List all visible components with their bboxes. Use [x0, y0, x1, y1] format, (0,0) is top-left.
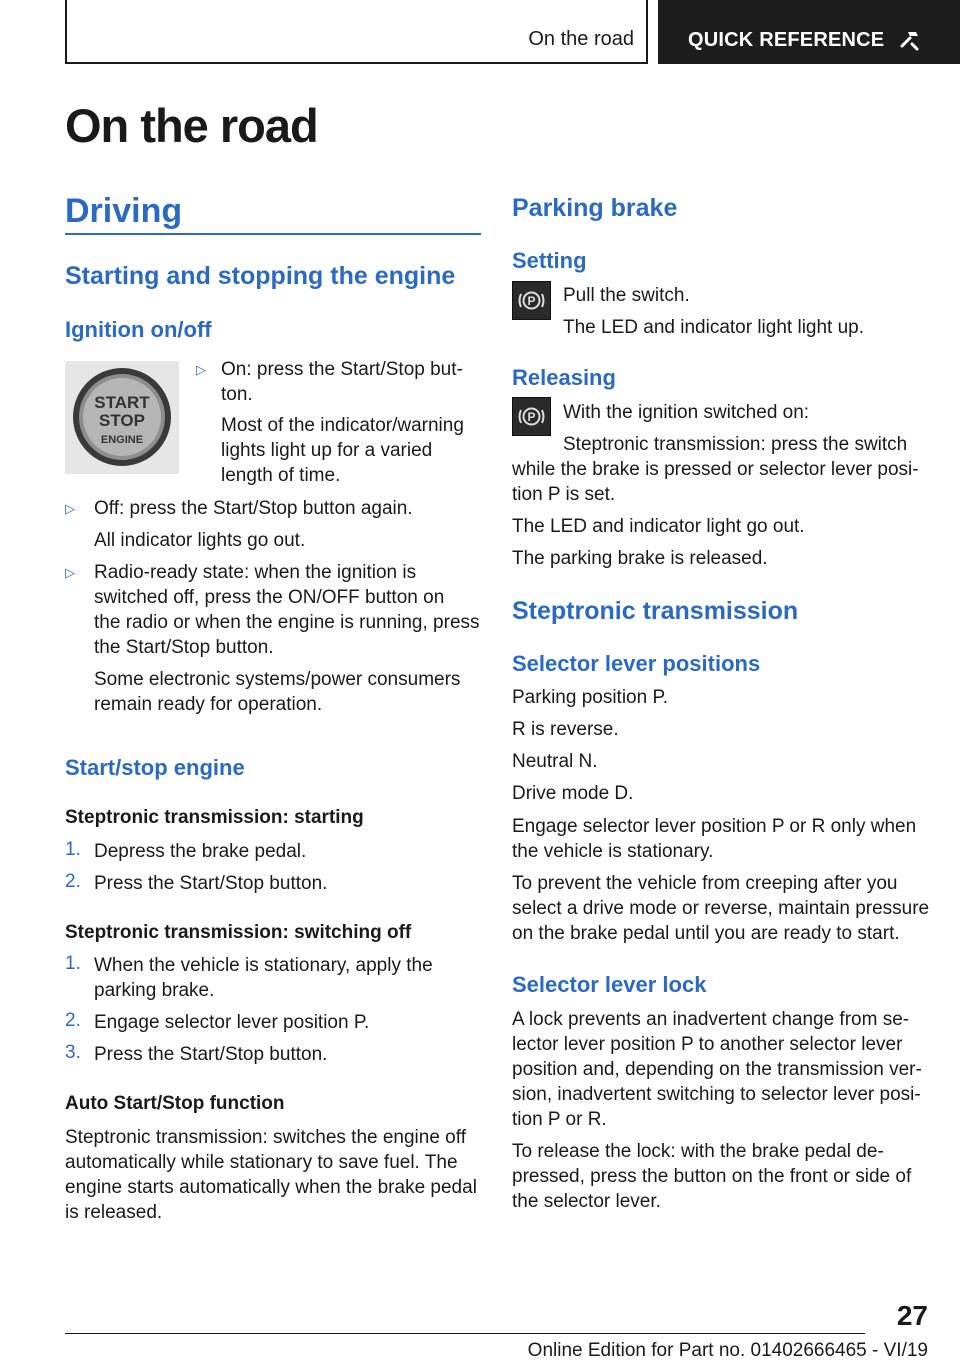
bullet-subtext: All indicator lights go out.	[94, 530, 306, 551]
bullet-text: Radio-ready state: when the ignition is switched off, press the ON/OFF button on the radio or when the engine is running, press the Start/Stop button.	[94, 562, 480, 658]
step-number: 2.	[65, 871, 81, 892]
heading-steptronic: Steptronic transmission	[512, 597, 799, 625]
svg-text:P: P	[527, 294, 536, 308]
start-stop-button-image	[65, 361, 179, 474]
step-text: Engage selector lever position P.	[94, 1012, 370, 1033]
heading-parking-brake: Parking brake	[512, 194, 678, 222]
bullet-text: Off: press the Start/Stop button again.	[94, 498, 413, 519]
step-text: When the vehicle is stationary, apply the parking brake.	[94, 955, 433, 1001]
step-number: 1.	[65, 839, 81, 860]
parking-brake-icon	[512, 281, 551, 320]
position-text: Engage selector lever position P or R only when the vehicle is stationary.	[512, 816, 917, 862]
heading-ignition: Ignition on/off	[65, 317, 212, 342]
heading-start-stop-engine: Start/stop engine	[65, 755, 245, 780]
svg-text:ENGINE: ENGINE	[100, 434, 144, 446]
step-text: Depress the brake pedal.	[94, 841, 307, 862]
heading-selector-lock: Selector lever lock	[512, 972, 707, 997]
wrench-hammer-icon	[896, 26, 924, 54]
svg-text:P: P	[527, 410, 536, 424]
position-text: R is reverse.	[512, 719, 619, 740]
svg-text:STOP: STOP	[99, 411, 145, 430]
bullet-subtext: Most of the indicator/warning lights light up for a varied length of time.	[221, 415, 464, 486]
bullet-marker: ▷	[65, 565, 75, 580]
lock-text: A lock prevents an inadvertent change from se- lector lever position P to another selector lever position and, depending on the transmission ver- sion, inadvertent switching to selector lever posi- tion P or R.	[512, 1009, 922, 1130]
position-text: Neutral N.	[512, 751, 598, 772]
header-section-title: On the road	[528, 28, 634, 50]
heading-releasing: Releasing	[512, 365, 616, 390]
step-text: Press the Start/Stop button.	[94, 873, 328, 894]
quick-reference-label: QUICK REFERENCE	[688, 29, 885, 51]
releasing-text: With the ignition switched on:	[563, 402, 810, 423]
start-stop-button-icon	[65, 361, 179, 474]
auto-start-stop-text: Steptronic transmission: switches the engine off automatically while stationary to save fuel. The engine starts automatically when the brake pedal is released.	[65, 1127, 477, 1223]
step-number: 3.	[65, 1042, 81, 1063]
heading-starting-stopping: Starting and stopping the engine	[65, 262, 456, 290]
position-text: Drive mode D.	[512, 783, 634, 804]
heading-driving: Driving	[65, 192, 183, 230]
subheading-starting: Steptronic transmission: starting	[65, 807, 364, 828]
bullet-marker: ▷	[196, 362, 206, 377]
section-rule	[65, 233, 481, 235]
releasing-text: The LED and indicator light go out.	[512, 516, 805, 537]
setting-text: The LED and indicator light light up.	[563, 317, 865, 338]
lock-text: To release the lock: with the brake pedal de- pressed, press the button on the front or side of the selector lever.	[512, 1141, 912, 1212]
page-number: 27	[896, 1300, 928, 1331]
footer-edition: Online Edition for Part no. 01402666465 - VI/19	[527, 1340, 928, 1361]
bullet-subtext: Some electronic systems/power consumers remain ready for operation.	[94, 669, 461, 715]
parking-brake-icon	[512, 397, 551, 436]
footer-rule	[65, 1333, 865, 1334]
svg-text:START: START	[94, 393, 150, 412]
subheading-switching-off: Steptronic transmission: switching off	[65, 922, 412, 943]
step-number: 1.	[65, 953, 81, 974]
heading-setting: Setting	[512, 248, 587, 273]
releasing-text: while the brake is pressed or selector lever posi- tion P is set.	[512, 459, 919, 505]
position-text: Parking position P.	[512, 687, 668, 708]
bullet-marker: ▷	[65, 501, 75, 516]
bullet-text: On: press the Start/Stop but- ton.	[221, 359, 463, 405]
quick-reference-tab[interactable]	[658, 0, 960, 64]
page-title: On the road	[65, 99, 318, 152]
step-text: Press the Start/Stop button.	[94, 1044, 328, 1065]
position-text: To prevent the vehicle from creeping after you select a drive mode or reverse, maintain pressure on the brake pedal until you are ready to start.	[512, 873, 930, 944]
releasing-text: Steptronic transmission: press the switch	[563, 434, 908, 455]
heading-selector-positions: Selector lever positions	[512, 651, 761, 676]
subheading-auto-start-stop: Auto Start/Stop function	[65, 1093, 285, 1114]
releasing-text: The parking brake is released.	[512, 548, 768, 569]
setting-text: Pull the switch.	[563, 285, 690, 306]
step-number: 2.	[65, 1010, 81, 1031]
